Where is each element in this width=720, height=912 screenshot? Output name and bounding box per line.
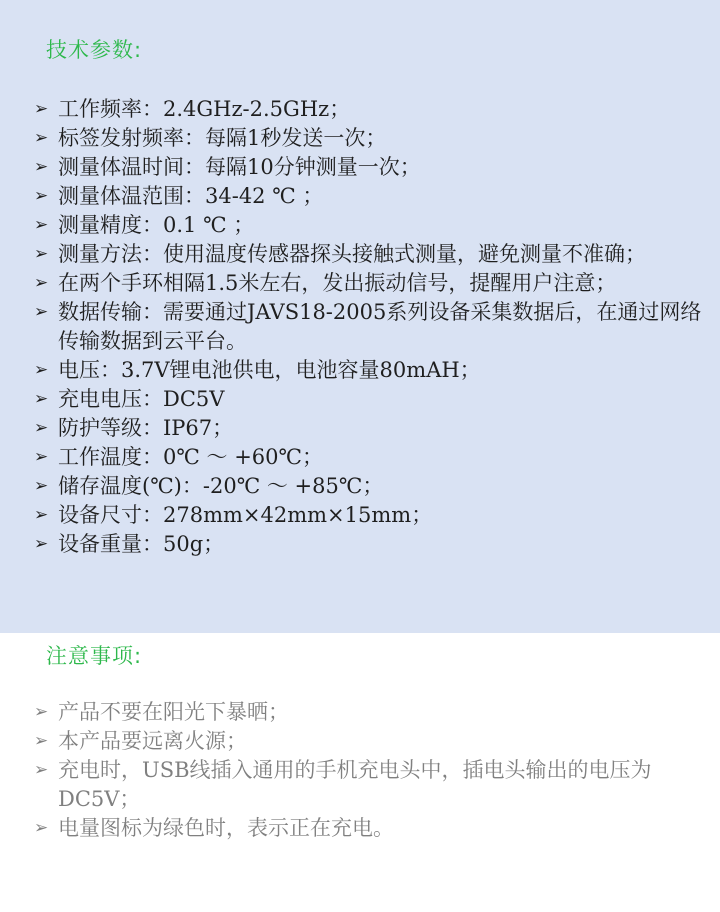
spec-text: 测量体温时间：每隔10分钟测量一次； [58, 155, 421, 179]
list-item [34, 385, 704, 414]
arrow-bullet-icon: ➢ [34, 302, 49, 322]
list-item [34, 298, 704, 356]
list-item [34, 756, 704, 814]
arrow-bullet-icon: ➢ [34, 731, 49, 751]
spec-text: 电压：3.7V锂电池供电，电池容量80mAH； [58, 358, 481, 382]
notes-title: 注意事项: [46, 644, 143, 668]
arrow-bullet-icon: ➢ [34, 360, 49, 380]
arrow-bullet-icon: ➢ [34, 273, 49, 293]
arrow-bullet-icon: ➢ [34, 244, 49, 264]
arrow-bullet-icon: ➢ [34, 215, 49, 235]
list-item [34, 211, 704, 240]
note-text: 本产品要远离火源； [58, 729, 247, 753]
arrow-bullet-icon: ➢ [34, 534, 49, 554]
spec-text: 工作频率：2.4GHz-2.5GHz； [58, 97, 351, 121]
spec-text: 标签发射频率：每隔1秒发送一次； [58, 126, 387, 150]
list-item [34, 472, 704, 501]
list-item [34, 443, 704, 472]
list-item [34, 501, 704, 530]
spec-text: 储存温度(℃)：-20℃ ～ +85℃； [58, 474, 384, 498]
list-item [34, 356, 704, 385]
spec-text: 数据传输：需要通过JAVS18-2005系列设备采集数据后，在通过网络传输数据到云平台。 [58, 300, 702, 353]
tech-spec-list [34, 95, 704, 559]
tech-spec-title: 技术参数: [46, 38, 143, 62]
note-text: 充电时，USB线插入通用的手机充电头中，插电头输出的电压为DC5V； [58, 758, 652, 811]
arrow-bullet-icon: ➢ [34, 186, 49, 206]
spec-text: 在两个手环相隔1.5米左右，发出振动信号，提醒用户注意； [58, 271, 617, 295]
arrow-bullet-icon: ➢ [34, 505, 49, 525]
spec-text: 测量体温范围：34-42 ℃ ； [58, 184, 324, 208]
spec-text: 测量精度：0.1 ℃ ； [58, 213, 255, 237]
list-item [34, 698, 704, 727]
list-item [34, 414, 704, 443]
spec-text: 充电电压：DC5V [58, 387, 225, 411]
list-item [34, 240, 704, 269]
arrow-bullet-icon: ➢ [34, 389, 49, 409]
list-item [34, 124, 704, 153]
arrow-bullet-icon: ➢ [34, 128, 49, 148]
arrow-bullet-icon: ➢ [34, 157, 49, 177]
note-text: 产品不要在阳光下暴晒； [58, 700, 289, 724]
arrow-bullet-icon: ➢ [34, 476, 49, 496]
list-item [34, 269, 704, 298]
arrow-bullet-icon: ➢ [34, 760, 49, 780]
note-text: 电量图标为绿色时，表示正在充电。 [58, 816, 394, 840]
list-item [34, 182, 704, 211]
spec-text: 设备重量：50g； [58, 532, 225, 556]
spec-text: 设备尺寸：278mm×42mm×15mm； [58, 503, 433, 527]
arrow-bullet-icon: ➢ [34, 818, 49, 838]
list-item [34, 153, 704, 182]
list-item [34, 727, 704, 756]
spec-text: 测量方法：使用温度传感器探头接触式测量，避免测量不准确； [58, 242, 646, 266]
arrow-bullet-icon: ➢ [34, 418, 49, 438]
arrow-bullet-icon: ➢ [34, 99, 49, 119]
notes-list [34, 698, 704, 843]
list-item [34, 814, 704, 843]
arrow-bullet-icon: ➢ [34, 702, 49, 722]
list-item [34, 95, 704, 124]
arrow-bullet-icon: ➢ [34, 447, 49, 467]
spec-text: 工作温度：0℃ ～ +60℃； [58, 445, 324, 469]
list-item [34, 530, 704, 559]
spec-text: 防护等级：IP67； [58, 416, 234, 440]
